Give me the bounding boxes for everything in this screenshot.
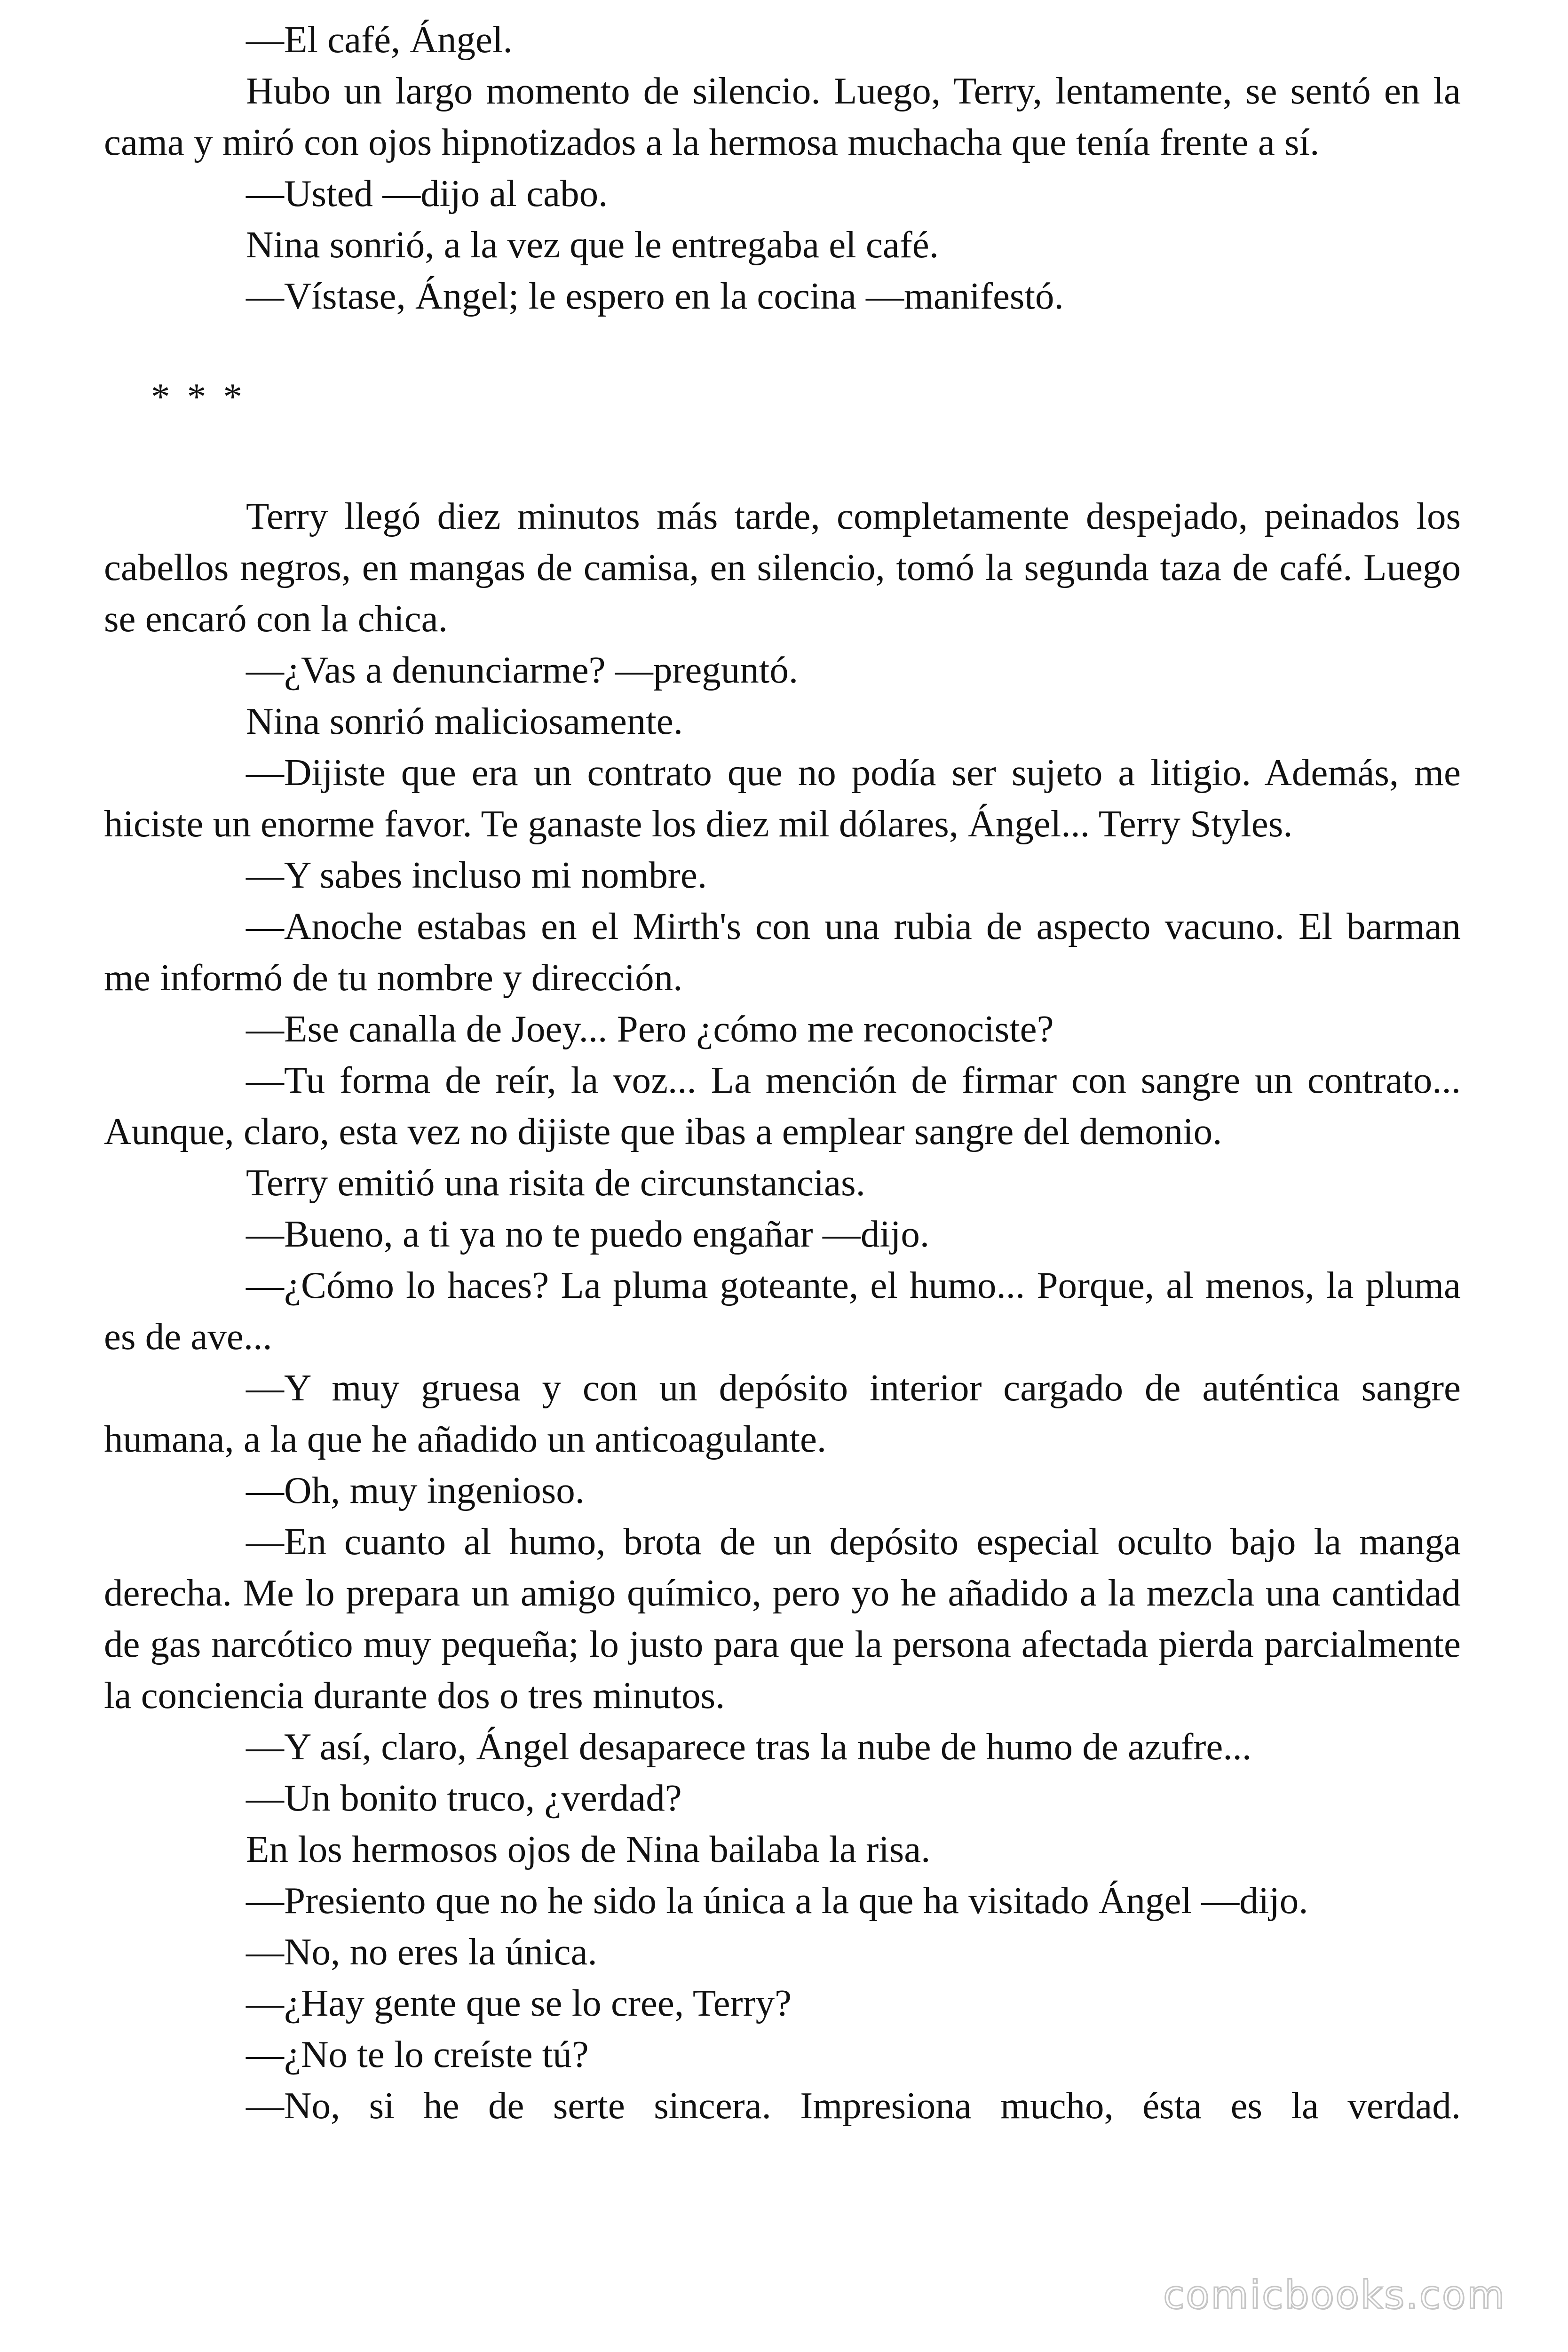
paragraph: —Tu forma de reír, la voz... La mención de firmar con sangre un contrato... Aunque, claro, esta vez no dijiste que ibas a emplear sangre del demonio.: [104, 1059, 1461, 1152]
paragraph: En los hermosos ojos de Nina bailaba la risa.: [246, 1828, 931, 1870]
paragraph: —Usted —dijo al cabo.: [246, 172, 608, 215]
paragraph: —Ese canalla de Joey... Pero ¿cómo me reconociste?: [246, 1008, 1054, 1050]
paragraph: Terry emitió una risita de circunstancias.: [246, 1161, 865, 1204]
watermark: comicbooks.com: [1163, 2273, 1506, 2318]
paragraph: —¿Hay gente que se lo cree, Terry?: [246, 1982, 792, 2024]
paragraph: —Presiento que no he sido la única a la que ha visitado Ángel —dijo.: [246, 1879, 1308, 1922]
paragraph: —¿Vas a denunciarme? —preguntó.: [246, 649, 799, 691]
paragraph: —¿No te lo creíste tú?: [246, 2033, 589, 2075]
paragraph: —En cuanto al humo, brota de un depósito especial oculto bajo la manga derecha. Me lo prepara un amigo químico, pero yo he añadido a la mezcla una cantidad de gas narcótico muy pequeña; lo justo para que la persona afectada pierda parcialmente la conciencia durante dos o tres minutos.: [104, 1520, 1461, 1716]
paragraph: —¿Cómo lo haces? La pluma goteante, el humo... Porque, al menos, la pluma es de ave...: [104, 1264, 1461, 1358]
paragraph: Hubo un largo momento de silencio. Luego, Terry, lentamente, se sentó en la cama y miró con ojos hipnotizados a la hermosa muchacha que tenía frente a sí.: [104, 70, 1461, 163]
paragraph: —Y sabes incluso mi nombre.: [246, 854, 707, 896]
paragraph: Terry llegó diez minutos más tarde, completamente despejado, peinados los cabellos negros, en mangas de camisa, en silencio, tomó la segunda taza de café. Luego se encaró con la chica.: [104, 495, 1461, 640]
paragraph: —Vístase, Ángel; le espero en la cocina —manifestó.: [246, 275, 1064, 317]
paragraph: Nina sonrió maliciosamente.: [246, 700, 683, 742]
paragraph: —Un bonito truco, ¿verdad?: [246, 1777, 682, 1819]
paragraph: Nina sonrió, a la vez que le entregaba el café.: [246, 223, 939, 266]
paragraph: —No, no eres la única.: [246, 1931, 597, 1973]
paragraph: —Y así, claro, Ángel desaparece tras la nube de humo de azufre...: [246, 1725, 1252, 1768]
paragraph: —No, si he de serte sincera. Impresiona mucho, ésta es la verdad.: [246, 2084, 1461, 2127]
paragraph: —Bueno, a ti ya no te puedo engañar —dijo.: [246, 1213, 930, 1255]
scene-break-separator: * * *: [151, 375, 246, 418]
paragraph: —Dijiste que era un contrato que no podía ser sujeto a litigio. Además, me hiciste un enorme favor. Te ganaste los diez mil dólares, Ángel... Terry Styles.: [104, 751, 1461, 845]
body-text: [104, 14, 1461, 2131]
paragraph: —Anoche estabas en el Mirth's con una rubia de aspecto vacuno. El barman me informó de tu nombre y dirección.: [104, 905, 1461, 999]
paragraph: —Oh, muy ingenioso.: [246, 1469, 585, 1511]
paragraph: —El café, Ángel.: [246, 18, 513, 61]
paragraph: —Y muy gruesa y con un depósito interior cargado de auténtica sangre humana, a la que he añadido un anticoagulante.: [104, 1367, 1461, 1460]
